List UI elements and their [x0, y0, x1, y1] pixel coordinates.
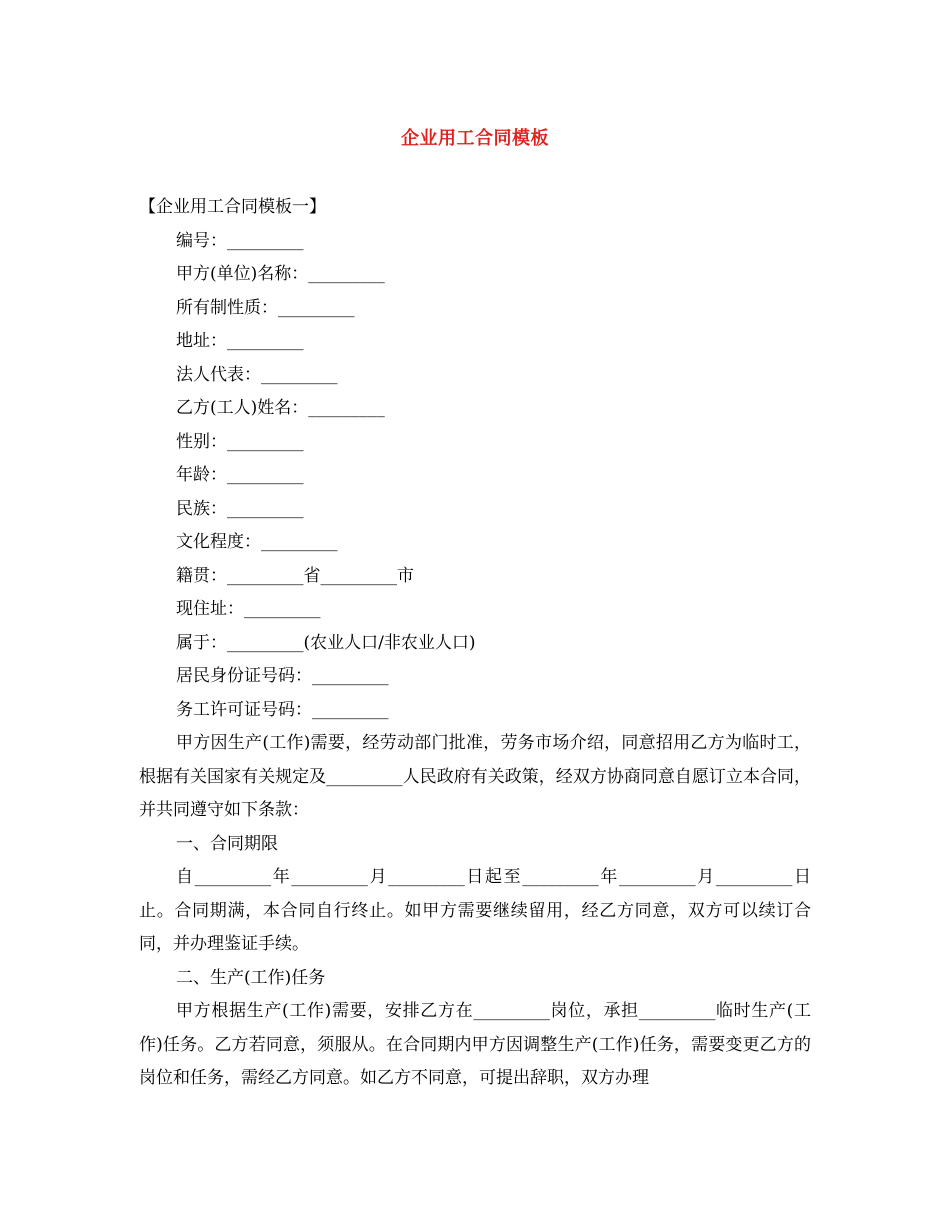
field-gender: [139, 426, 811, 460]
document-body: [139, 191, 811, 1096]
field-work-permit: [139, 694, 811, 728]
field-value: _________: [261, 364, 338, 385]
field-label: 居民身份证号码：: [176, 666, 312, 686]
field-age: [139, 459, 811, 493]
field-native-place: [139, 560, 811, 594]
field-party-a-name: [139, 258, 811, 292]
field-label: 民族：: [176, 498, 227, 519]
document-title: 企业用工合同模板: [401, 128, 549, 149]
field-label: 属于：: [176, 632, 227, 653]
field-value: _________: [227, 230, 304, 251]
field-education: [139, 526, 811, 560]
field-ownership: [139, 292, 811, 326]
field-number: [139, 225, 811, 259]
section-paragraph-task: 甲方根据生产(工作)需要，安排乙方在_________岗位，承担_________临时生产(工作)任务。乙方若同意，须服从。在合同期内甲方因调整生产(工作)任务，需要变更乙方的岗位和任务，需经乙方同意。如乙方不同意，可提出辞职，双方办理: [139, 1001, 811, 1088]
field-value: _________(农业人口/非农业人口): [227, 632, 476, 653]
field-label: 乙方(工人)姓名：: [176, 398, 309, 418]
field-value: _________: [261, 532, 338, 552]
field-value: _________: [278, 297, 355, 318]
field-value: _________: [312, 666, 389, 686]
field-label: 籍贯：: [176, 565, 227, 586]
field-value: _________: [227, 465, 304, 485]
field-label: 现住址：: [176, 599, 244, 619]
intro-paragraph: 甲方因生产(工作)需要，经劳动部门批准，劳务市场介绍，同意招用乙方为临时工，根据有关国家有关规定及_________人民政府有关政策，经双方协商同意自愿订立本合同，并共同遵守如下条款：: [139, 733, 811, 820]
field-current-address: [139, 593, 811, 627]
section-heading-term: 一、合同期限: [176, 833, 278, 854]
field-label: 所有制性质：: [176, 297, 278, 318]
field-id-number: [139, 660, 811, 694]
field-value: _________: [227, 331, 304, 351]
field-label: 编号：: [176, 230, 227, 251]
field-label: 务工许可证号码：: [176, 699, 312, 720]
section-paragraph-term: 自_________年_________月_________日起至_________年_________月_________日止。合同期满，本合同自行终止。如甲方需要继续留用，经乙方同意，双方可以续订合同，并办理鉴证手续。: [139, 867, 811, 954]
field-household-type: [139, 627, 811, 661]
field-value: _________: [308, 264, 385, 284]
field-label: 甲方(单位)名称：: [176, 264, 309, 284]
field-value: _________: [312, 699, 389, 720]
template-heading: 【企业用工合同模板一】: [139, 197, 326, 217]
field-label: 法人代表：: [176, 364, 261, 385]
field-label: 地址：: [176, 331, 227, 351]
section-heading-task: 二、生产(工作)任务: [176, 967, 326, 988]
field-value: _________: [227, 431, 304, 452]
field-ethnicity: [139, 493, 811, 527]
field-party-b-name: [139, 392, 811, 426]
field-label: 年龄：: [176, 465, 227, 485]
field-value: _________: [308, 398, 385, 418]
field-label: 文化程度：: [176, 532, 261, 552]
field-value: _________省_________市: [227, 565, 414, 586]
field-value: _________: [244, 599, 321, 619]
field-value: _________: [227, 498, 304, 519]
field-label: 性别：: [176, 431, 227, 452]
field-legal-rep: [139, 359, 811, 393]
field-address: [139, 325, 811, 359]
